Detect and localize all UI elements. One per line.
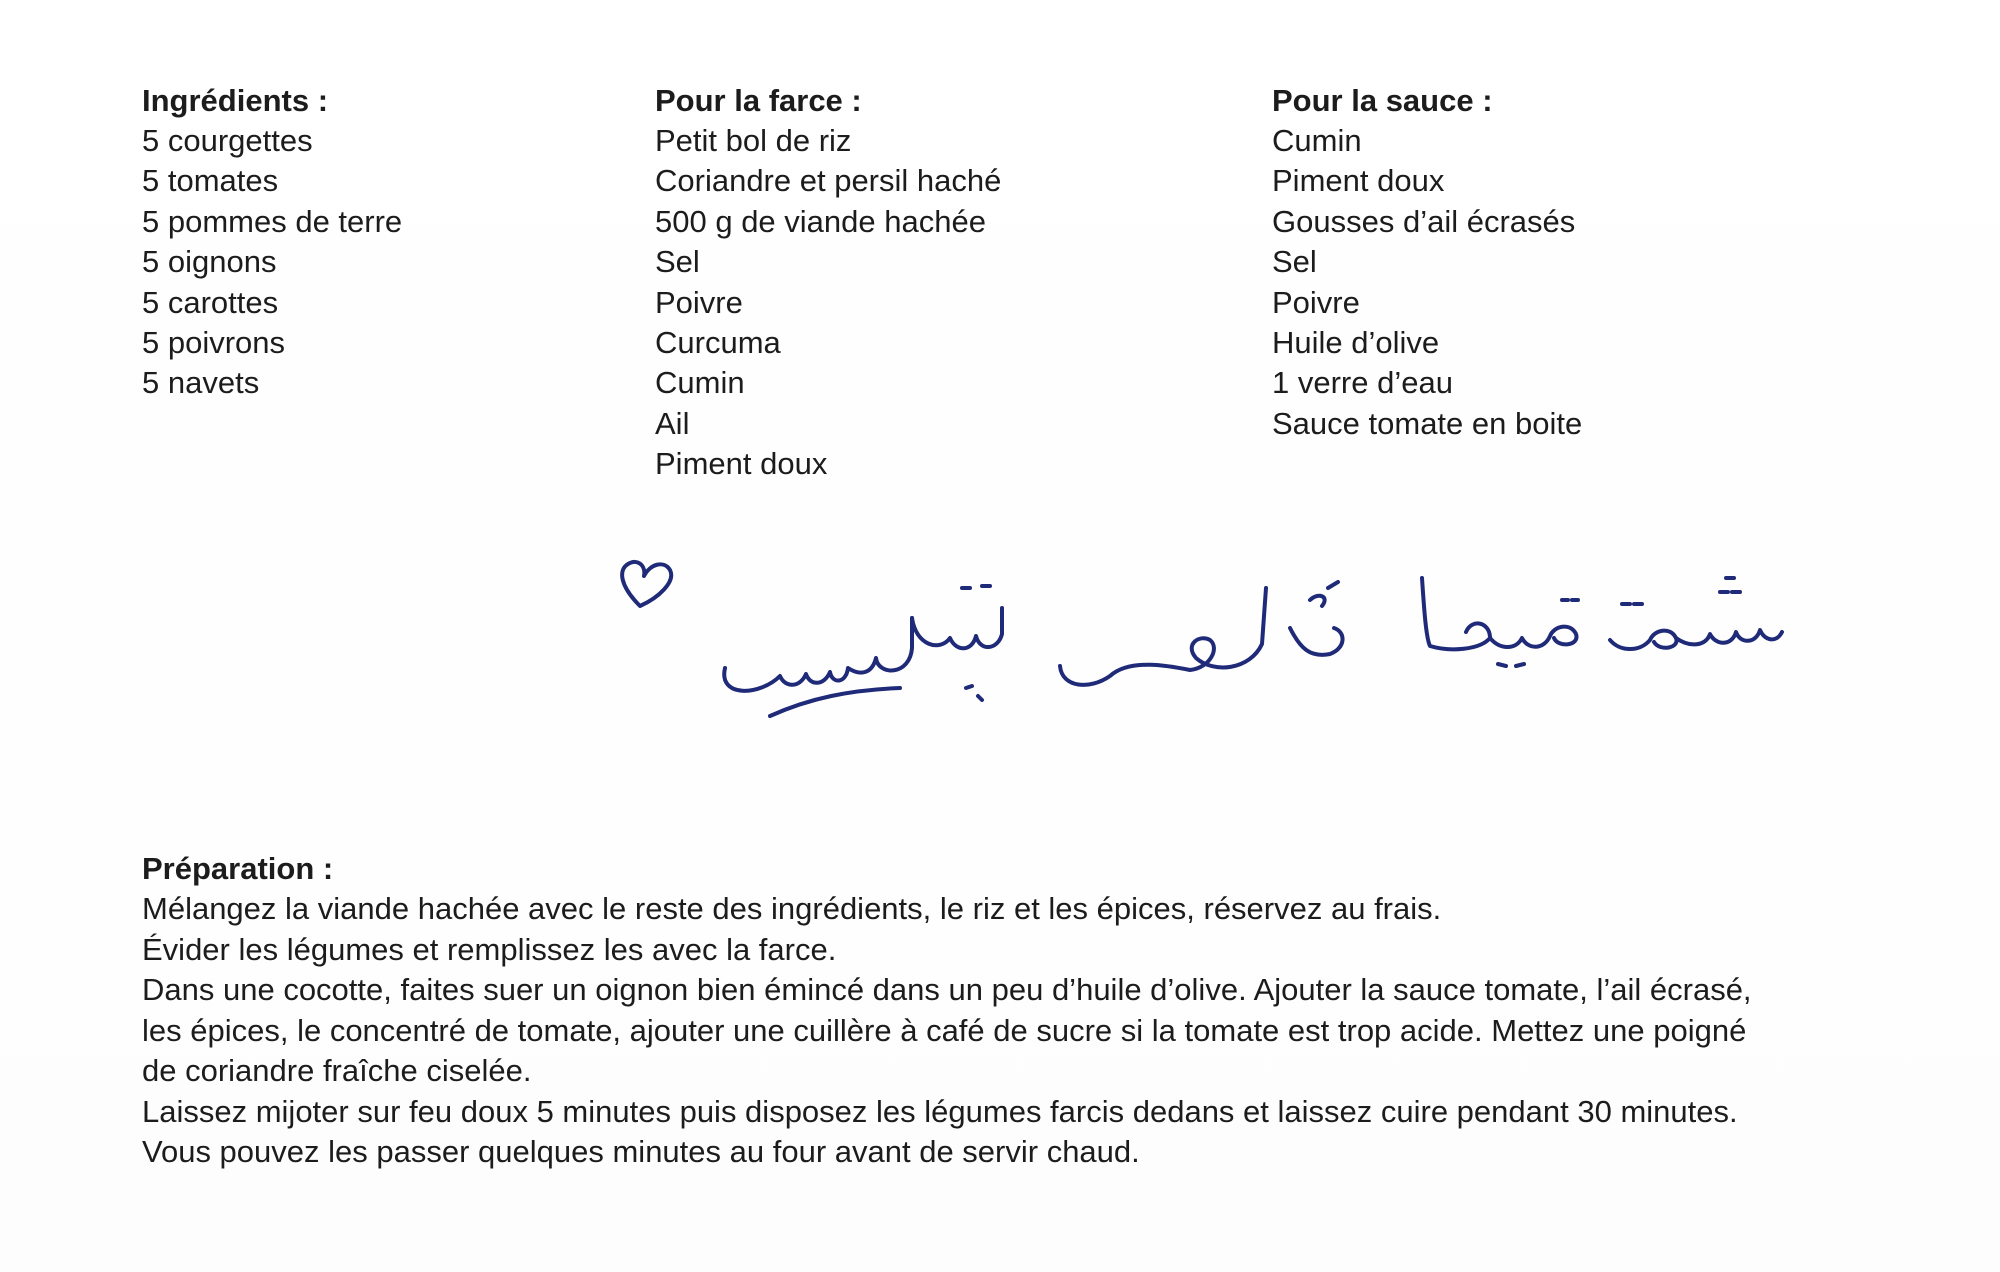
farce-item: 500 g de viande hachée: [655, 203, 986, 239]
ingredient-item: 5 carottes: [142, 284, 279, 320]
handwriting-stroke: [978, 696, 982, 700]
preparation-line: les épices, le concentré de tomate, ajouter une cuillère à café de sucre si la tomate est trop acide. Mettez une poigné: [142, 1012, 1747, 1048]
ingredients-column: [142, 80, 602, 404]
sauce-item: Poivre: [1272, 284, 1360, 320]
preparation-line: Dans une cocotte, faites suer un oignon bien émincé dans un peu d’huile d’olive. Ajouter la sauce tomate, l’ail écrasé,: [142, 972, 1752, 1007]
preparation-line: de coriandre fraîche ciselée.: [142, 1053, 532, 1088]
sauce-item: Gousses d’ail écrasés: [1272, 203, 1576, 239]
handwritten-dedication: [610, 548, 1790, 728]
preparation-section: [142, 848, 1902, 1173]
sauce-list: [1272, 121, 1832, 444]
handwriting-stroke: [1328, 582, 1338, 588]
farce-item: Ail: [655, 405, 690, 441]
handwriting-stroke: [1516, 664, 1524, 666]
handwriting-stroke: [1310, 596, 1325, 606]
farce-item: Piment doux: [655, 446, 828, 482]
handwriting-stroke: [1490, 627, 1576, 647]
sauce-item: Cumin: [1272, 123, 1362, 158]
ingredient-item: 5 tomates: [142, 163, 279, 199]
preparation-line: Vous pouvez les passer quelques minutes au four avant de servir chaud.: [142, 1134, 1140, 1169]
ingredient-item: 5 poivrons: [142, 324, 286, 360]
heart-icon: [622, 562, 671, 606]
farce-column: [655, 80, 1215, 485]
sauce-item: Huile d’olive: [1272, 324, 1440, 360]
sauce-item: Sel: [1272, 244, 1317, 280]
handwriting-stroke: [1676, 630, 1782, 644]
handwriting-stroke: [1422, 578, 1490, 649]
ingredient-item: 5 navets: [142, 365, 260, 401]
handwriting-stroke: [1498, 664, 1506, 666]
handwriting-stroke: [1290, 628, 1343, 655]
farce-heading: Pour la farce :: [655, 83, 862, 118]
farce-item: Petit bol de riz: [655, 123, 852, 158]
sauce-item: Sauce tomate en boite: [1272, 405, 1583, 441]
handwriting-stroke: [770, 688, 900, 716]
farce-item: Coriandre et persil haché: [655, 163, 1002, 199]
farce-item: Curcuma: [655, 324, 781, 360]
handwritten-dedication-drawing: [610, 548, 1790, 728]
preparation-line: Mélangez la viande hachée avec le reste des ingrédients, le riz et les épices, réservez au frais.: [142, 891, 1442, 926]
handwriting-stroke: [966, 686, 972, 688]
ingredients-heading: Ingrédients :: [142, 83, 329, 118]
preparation-heading: Préparation :: [142, 851, 334, 886]
ingredient-item: 5 courgettes: [142, 123, 313, 158]
farce-list: [655, 121, 1215, 485]
farce-item: Sel: [655, 244, 700, 280]
sauce-item: 1 verre d’eau: [1272, 365, 1453, 401]
ingredient-item: 5 pommes de terre: [142, 203, 403, 239]
preparation-text: [142, 889, 1902, 1173]
handwriting-stroke: [724, 618, 912, 691]
preparation-line: Laissez mijoter sur feu doux 5 minutes puis disposez les légumes farcis dedans et laissez cuire pendant 30 minutes.: [142, 1093, 1738, 1129]
farce-item: Cumin: [655, 365, 745, 401]
ingredient-item: 5 oignons: [142, 244, 277, 280]
handwriting-stroke: [1610, 631, 1677, 649]
sauce-column: [1272, 80, 1832, 444]
ingredients-list: [142, 121, 602, 404]
farce-item: Poivre: [655, 284, 743, 320]
handwriting-stroke: [912, 608, 1002, 648]
preparation-line: Évider les légumes et remplissez les avec la farce.: [142, 931, 837, 967]
handwriting-stroke: [1060, 588, 1266, 685]
sauce-heading: Pour la sauce :: [1272, 83, 1493, 118]
sauce-item: Piment doux: [1272, 163, 1445, 199]
